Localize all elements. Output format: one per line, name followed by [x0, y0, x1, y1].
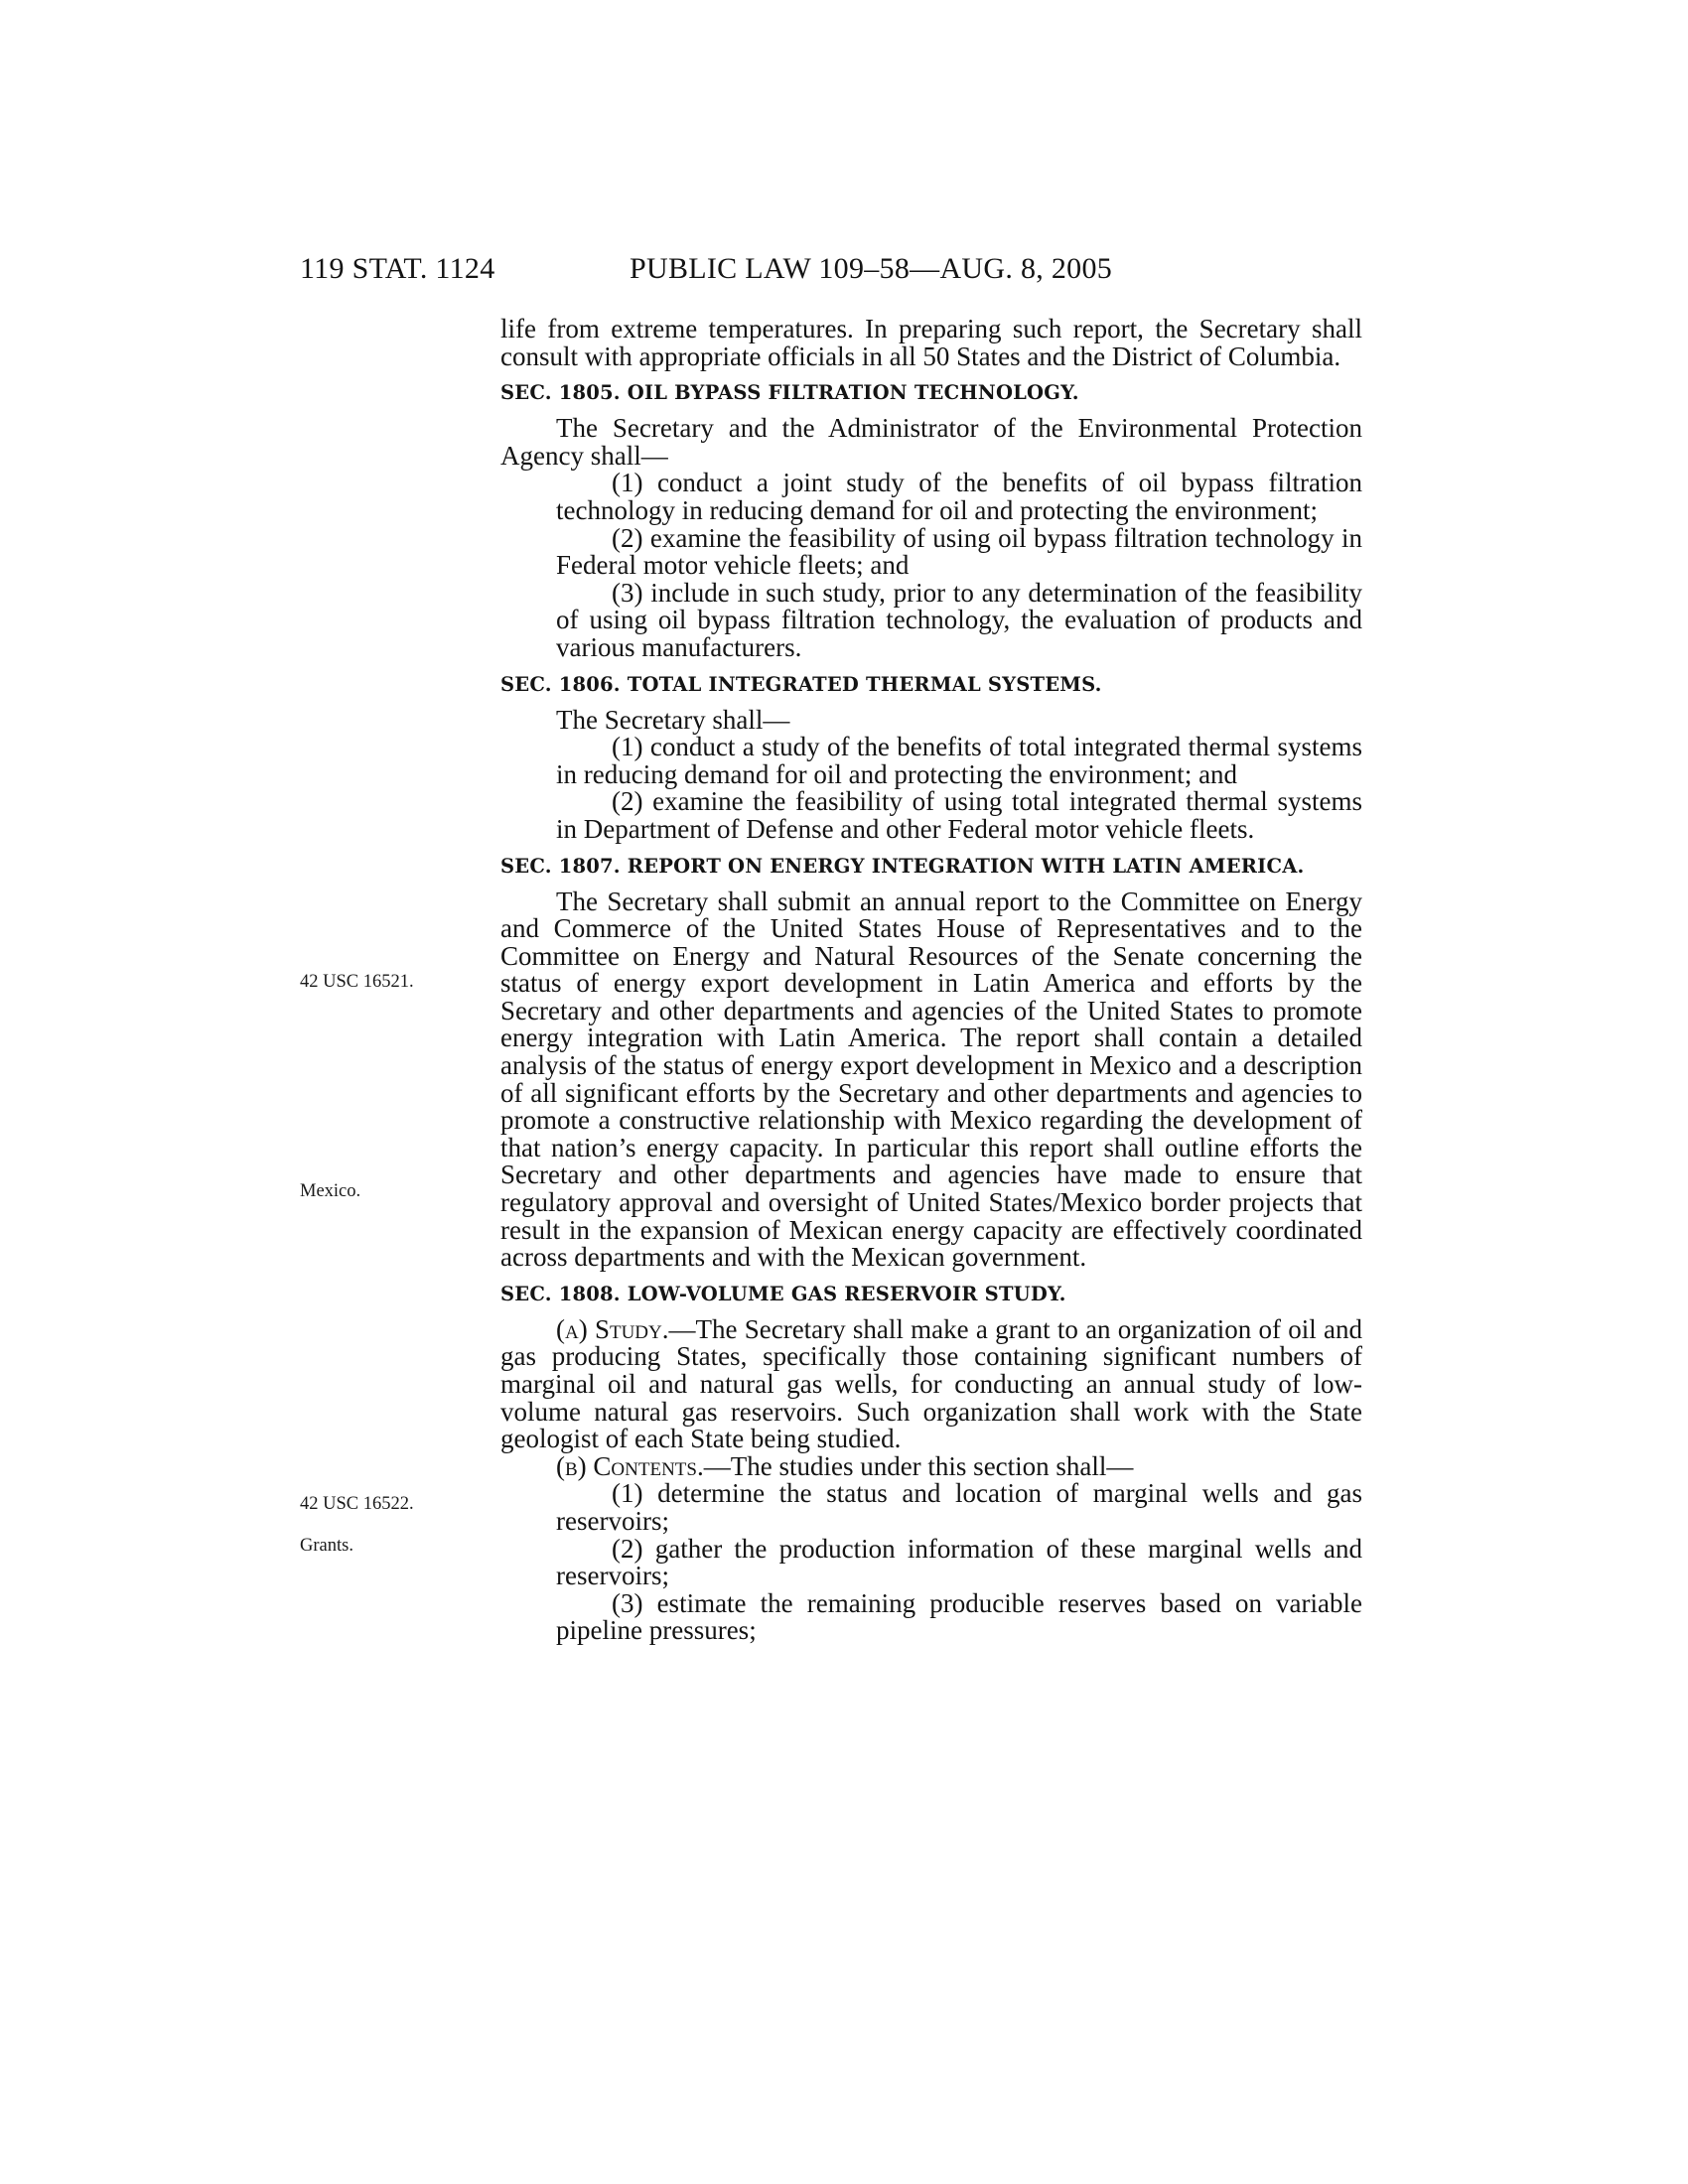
subsection-a-text: —The Secretary shall make a grant to an organization of oil and gas producing States, specifically those containing significant numbers of marginal oil and natural gas wells, for conducting an annual study of low-volume natural gas reservoirs. Such organization shall work with the State geologist of each State being studied. [500, 1313, 1362, 1454]
section-1808-item: (2) gather the production information of these marginal wells and reservoirs; [556, 1533, 1362, 1591]
section-1806-intro: The Secretary shall— [556, 704, 790, 735]
section-1808-subsection-b [500, 1450, 1362, 1481]
section-1805-heading: SEC. 1805. OIL BYPASS FILTRATION TECHNOLOGY. [500, 381, 1079, 405]
section-1805-item: (3) include in such study, prior to any determination of the feasibility of using oil bypass filtration technology, the evaluation of products and various manufacturers. [556, 577, 1362, 662]
section-1808-item: (3) estimate the remaining producible reserves based on variable pipeline pressures; [556, 1587, 1362, 1646]
margin-note-grants: Grants. [300, 1536, 353, 1556]
continuation-paragraph: life from extreme temperatures. In preparing such report, the Secretary shall consult with appropriate officials in all 50 States and the District of Columbia. [500, 314, 1362, 371]
statute-text-column [500, 316, 1362, 1645]
section-1805-intro: The Secretary and the Administrator of the Environmental Protection Agency shall— [500, 413, 1362, 471]
subsection-b-label: (b) Contents. [556, 1450, 704, 1481]
section-1805-item: (1) conduct a joint study of the benefits of oil bypass filtration technology in reducing demand for oil and protecting the environment; [556, 468, 1362, 525]
margin-note-mexico: Mexico. [300, 1181, 361, 1201]
section-1806-item: (1) conduct a study of the benefits of total integrated thermal systems in reducing demand for oil and protecting the environment; and [556, 732, 1362, 789]
subsection-a-label: (a) Study. [556, 1313, 669, 1344]
section-1806-heading: SEC. 1806. TOTAL INTEGRATED THERMAL SYSTEMS. [500, 672, 1102, 696]
section-1805-item: (2) examine the feasibility of using oil bypass filtration technology in Federal motor vehicle fleets; and [556, 522, 1362, 581]
section-1806-item: (2) examine the feasibility of using total integrated thermal systems in Department of Defense and other Federal motor vehicle fleets. [556, 786, 1362, 844]
section-1808-item: (1) determine the status and location of marginal wells and gas reservoirs; [556, 1478, 1362, 1536]
margin-note-usc-16521: 42 USC 16521. [300, 972, 414, 992]
section-1808-heading: SEC. 1808. LOW-VOLUME GAS RESERVOIR STUDY. [500, 1282, 1066, 1305]
page-stat-reference: 119 STAT. 1124 [300, 252, 495, 285]
page-law-title: PUBLIC LAW 109–58—AUG. 8, 2005 [630, 252, 1113, 285]
section-1808-subsection-a [500, 1313, 1362, 1454]
section-1807-heading: SEC. 1807. REPORT ON ENERGY INTEGRATION WITH LATIN AMERICA. [500, 854, 1305, 878]
subsection-b-text: —The studies under this section shall— [703, 1450, 1134, 1481]
margin-note-usc-16522: 42 USC 16522. [300, 1494, 414, 1514]
section-1807-text: The Secretary shall submit an annual report to the Committee on Energy and Commerce of the United States House of Representatives and to the Committee on Energy and Natural Resources of the Senate concerning the status of energy export development in Latin America and efforts by the Secretary and other departments and agencies of the United States to promote energy integration with Latin America. The report shall contain a detailed analysis of the status of energy export development in Mexico and a description of all significant efforts by the Secretary and other departments and agencies to promote a constructive relationship with Mexico regarding the development of that nation’s energy capacity. In particular this report shall outline efforts the Secretary and other departments and agencies have made to ensure that regulatory approval and oversight of United States/Mexico border projects that result in the expansion of Mexican energy capacity are effectively coordinated across departments and with the Mexican government. [500, 886, 1362, 1273]
